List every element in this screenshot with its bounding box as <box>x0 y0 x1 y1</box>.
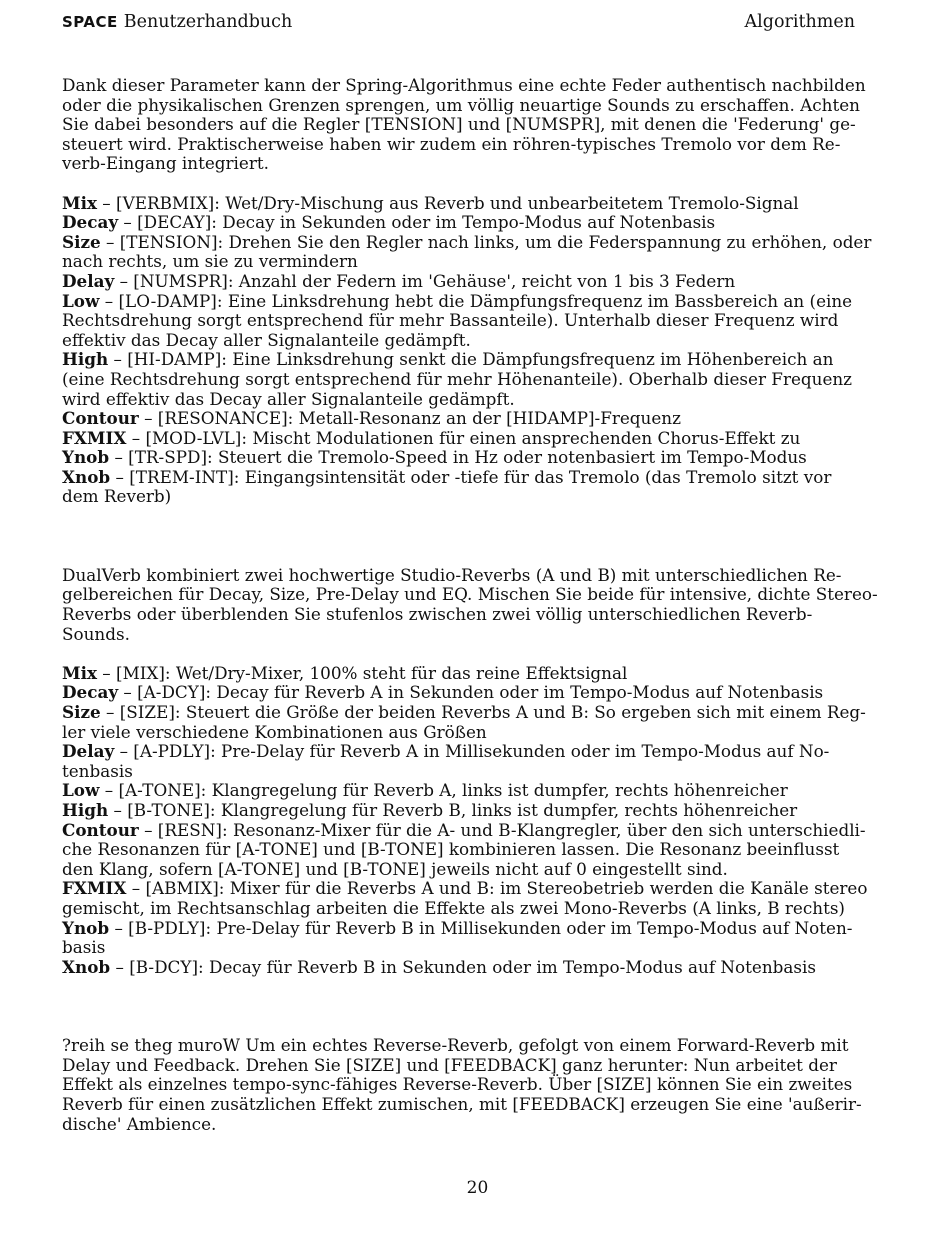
parameter-description: – [MOD-LVL]: Mischt Modulationen für einen ansprechenden Chorus-Effekt zu <box>126 427 801 448</box>
parameter-line <box>62 762 897 782</box>
parameter-name: High <box>62 349 109 370</box>
parameter-entry <box>62 468 897 507</box>
parameter-description: – [B-TONE]: Klangregelung für Reverb B, links ist dumpfer, rechts höhenreicher <box>108 799 798 820</box>
parameter-description: tenbasis <box>62 760 133 781</box>
parameter-description: – [MIX]: Wet/Dry-Mixer, 100% steht für das reine Effektsignal <box>96 662 628 683</box>
parameter-description: basis <box>62 937 106 958</box>
parameter-description: – [NUMSPR]: Anzahl der Federn im 'Gehäuse', reicht von 1 bis 3 Federn <box>114 270 736 291</box>
parameter-description: – [TENSION]: Drehen Sie den Regler nach links, um die Federspannung zu erhöhen, oder <box>100 231 872 252</box>
parameter-name: FXMIX <box>62 427 127 448</box>
parameter-line <box>62 860 897 880</box>
parameter-line <box>62 919 897 939</box>
parameter-line <box>62 252 897 272</box>
parameter-description: ler viele verschiedene Kombinationen aus Größen <box>62 721 487 742</box>
parameter-description: – [A-TONE]: Klangregelung für Reverb A, links ist dumpfer, rechts höhenreicher <box>99 780 788 801</box>
parameter-description: – [TREM-INT]: Eingangsintensität oder -tiefe für das Tremolo (das Tremolo sitzt vor <box>110 466 832 487</box>
parameter-entry <box>62 821 897 880</box>
text-line: Sie dabei besonders auf die Regler [TENSION] und [NUMSPR], mit denen die 'Federung' ge- <box>62 114 856 135</box>
parameter-line <box>62 801 897 821</box>
parameter-line <box>62 938 897 958</box>
parameter-name: Size <box>62 231 101 252</box>
parameter-description: – [LO-DAMP]: Eine Linksdrehung hebt die Dämpfungsfrequenz im Bassbereich an (eine <box>99 290 853 311</box>
parameter-entry <box>62 429 897 449</box>
parameter-name: Mix <box>62 662 97 683</box>
parameter-entry <box>62 879 897 918</box>
parameter-description: wird effektiv das Decay aller Signalanteile gedämpft. <box>62 388 515 409</box>
parameter-description: – [RESONANCE]: Metall-Resonanz an der [HIDAMP]-Frequenz <box>138 408 681 429</box>
parameter-description: – [VERBMIX]: Wet/Dry-Mischung aus Reverb und unbearbeitetem Tremolo-Signal <box>96 192 799 213</box>
text-line: verb-Eingang integriert. <box>62 153 269 174</box>
parameter-name: Low <box>62 780 100 801</box>
text-line: Dank dieser Parameter kann der Spring-Algorithmus eine echte Feder authentisch nachbilden <box>62 75 866 95</box>
page-number: 20 <box>466 1178 489 1198</box>
parameter-entry <box>62 742 897 781</box>
parameter-name: FXMIX <box>62 878 127 899</box>
text-line: gelbereichen für Decay, Size, Pre-Delay und EQ. Mischen Sie beide für intensive, dichte Stereo- <box>62 584 878 605</box>
parameter-line <box>62 840 897 860</box>
parameter-line <box>62 292 897 312</box>
parameter-description: – [A-DCY]: Decay für Reverb A in Sekunden oder im Tempo-Modus auf Notenbasis <box>118 682 824 703</box>
parameter-description: – [RESN]: Resonanz-Mixer für die A- und B-Klangregler, über den sich unterschiedli- <box>138 819 866 840</box>
parameter-entry <box>62 958 897 978</box>
parameter-entry <box>62 664 897 684</box>
parameter-entry <box>62 213 897 233</box>
header-left <box>62 12 292 32</box>
parameter-line <box>62 683 897 703</box>
parameter-line <box>62 272 897 292</box>
parameter-line <box>62 448 897 468</box>
parameter-line <box>62 781 897 801</box>
text-line: oder die physikalischen Grenzen sprengen, um völlig neuartige Sounds zu erschaffen. Achten <box>62 94 860 115</box>
parameter-description: (eine Rechtsdrehung sorgt entsprechend für mehr Höhenanteile). Oberhalb dieser Frequenz <box>62 368 853 389</box>
parameter-name: Ynob <box>62 447 110 468</box>
parameter-line <box>62 958 897 978</box>
parameter-line <box>62 703 897 723</box>
parameter-entry <box>62 781 897 801</box>
parameter-line <box>62 213 897 233</box>
spring-intro <box>62 76 897 174</box>
parameter-description: – [DECAY]: Decay in Sekunden oder im Tempo-Modus auf Notenbasis <box>118 212 716 233</box>
parameter-line <box>62 742 897 762</box>
parameter-line <box>62 311 897 331</box>
section-title: Algorithmen <box>744 12 855 32</box>
parameter-description: – [HI-DAMP]: Eine Linksdrehung senkt die Dämpfungsfrequenz im Höhenbereich an <box>108 349 834 370</box>
parameter-entry <box>62 919 897 958</box>
parameter-line <box>62 899 897 919</box>
parameter-name: Ynob <box>62 917 110 938</box>
parameter-entry <box>62 703 897 742</box>
text-line: Sounds. <box>62 623 130 644</box>
parameter-description: che Resonanzen für [A-TONE] und [B-TONE] kombinieren lassen. Die Resonanz beeinflusst <box>62 839 840 860</box>
parameter-entry <box>62 194 897 214</box>
dualverb-intro <box>62 566 897 644</box>
text-line: Effekt als einzelnes tempo-sync-fähiges Reverse-Reverb. Über [SIZE] können Sie ein zweites <box>62 1074 853 1095</box>
space-logo: SPACE <box>62 13 118 31</box>
text-line: steuert wird. Praktischerweise haben wir zudem ein röhren-typisches Tremolo vor dem Re- <box>62 133 841 154</box>
parameter-name: High <box>62 799 109 820</box>
page-content <box>62 76 897 1134</box>
parameter-description: – [A-PDLY]: Pre-Delay für Reverb A in Millisekunden oder im Tempo-Modus auf No- <box>114 741 830 762</box>
parameter-description: – [ABMIX]: Mixer für die Reverbs A und B: im Stereobetrieb werden die Kanäle stereo <box>126 878 868 899</box>
text-line: ?reih se theg muroW Um ein echtes Reverse-Reverb, gefolgt von einem Forward-Reverb mit <box>62 1035 849 1056</box>
parameter-description: gemischt, im Rechtsanschlag arbeiten die Effekte als zwei Mono-Reverbs (A links, B rechts) <box>62 897 845 918</box>
spring-parameter-list <box>62 194 897 508</box>
parameter-line <box>62 723 897 743</box>
text-line: Reverb für einen zusätzlichen Effekt zumischen, mit [FEEDBACK] erzeugen Sie eine 'außerir- <box>62 1093 862 1114</box>
parameter-entry <box>62 448 897 468</box>
text-line: dische' Ambience. <box>62 1113 217 1134</box>
parameter-line <box>62 390 897 410</box>
parameter-name: Delay <box>62 741 115 762</box>
parameter-line <box>62 350 897 370</box>
parameter-line <box>62 879 897 899</box>
parameter-entry <box>62 801 897 821</box>
parameter-line <box>62 233 897 253</box>
parameter-description: effektiv das Decay aller Signalanteile gedämpft. <box>62 329 471 350</box>
parameter-description: dem Reverb) <box>62 486 172 507</box>
text-line: DualVerb kombiniert zwei hochwertige Studio-Reverbs (A und B) mit unterschiedlichen Re- <box>62 564 842 585</box>
text-line: Reverbs oder überblenden Sie stufenlos zwischen zwei völlig unterschiedlichen Reverb- <box>62 604 813 625</box>
parameter-line <box>62 664 897 684</box>
parameter-entry <box>62 272 897 292</box>
parameter-description: – [B-DCY]: Decay für Reverb B in Sekunden oder im Tempo-Modus auf Notenbasis <box>110 956 816 977</box>
page-header <box>62 10 855 34</box>
parameter-description: nach rechts, um sie zu vermindern <box>62 251 358 272</box>
parameter-name: Xnob <box>62 956 111 977</box>
parameter-name: Decay <box>62 212 119 233</box>
parameter-line <box>62 487 897 507</box>
parameter-entry <box>62 409 897 429</box>
parameter-description: Rechtsdrehung sorgt entsprechend für mehr Bassanteile). Unterhalb dieser Frequenz wird <box>62 310 839 331</box>
parameter-description: – [SIZE]: Steuert die Größe der beiden Reverbs A und B: So ergeben sich mit einem Reg- <box>100 702 866 723</box>
parameter-entry <box>62 233 897 272</box>
parameter-name: Contour <box>62 408 139 429</box>
parameter-name: Decay <box>62 682 119 703</box>
parameter-description: – [TR-SPD]: Steuert die Tremolo-Speed in Hz oder notenbasiert im Tempo-Modus <box>109 447 807 468</box>
parameter-line <box>62 194 897 214</box>
reverse-intro <box>62 1036 897 1134</box>
parameter-line <box>62 821 897 841</box>
parameter-name: Mix <box>62 192 97 213</box>
dualverb-parameter-list <box>62 664 897 978</box>
parameter-line <box>62 468 897 488</box>
text-line: Delay und Feedback. Drehen Sie [SIZE] und [FEEDBACK] ganz herunter: Nun arbeitet der <box>62 1054 837 1075</box>
parameter-name: Size <box>62 702 101 723</box>
parameter-entry <box>62 292 897 351</box>
parameter-line <box>62 331 897 351</box>
manual-title: Benutzerhandbuch <box>123 12 293 32</box>
parameter-line <box>62 409 897 429</box>
parameter-name: Low <box>62 290 100 311</box>
parameter-name: Delay <box>62 270 115 291</box>
parameter-entry <box>62 683 897 703</box>
parameter-description: – [B-PDLY]: Pre-Delay für Reverb B in Millisekunden oder im Tempo-Modus auf Noten- <box>109 917 853 938</box>
parameter-entry <box>62 350 897 409</box>
parameter-line <box>62 429 897 449</box>
parameter-line <box>62 370 897 390</box>
parameter-name: Contour <box>62 819 139 840</box>
parameter-description: den Klang, sofern [A-TONE] und [B-TONE] jeweils nicht auf 0 eingestellt sind. <box>62 858 728 879</box>
parameter-name: Xnob <box>62 466 111 487</box>
